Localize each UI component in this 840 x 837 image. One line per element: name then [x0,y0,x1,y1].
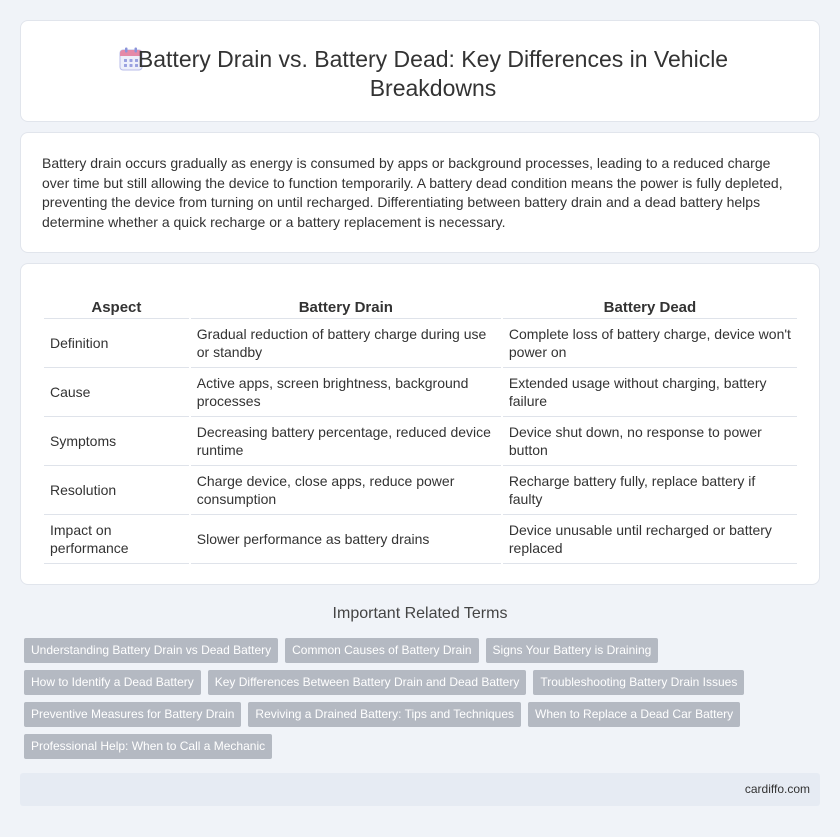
table-cell: Decreasing battery percentage, reduced device runtime [191,417,501,466]
related-term-tag[interactable]: Signs Your Battery is Draining [486,638,659,663]
related-term-tag[interactable]: Preventive Measures for Battery Drain [24,702,241,727]
column-header-aspect: Aspect [44,296,189,319]
comparison-card [20,263,820,585]
related-term-tag[interactable]: Understanding Battery Drain vs Dead Battery [24,638,278,663]
related-terms-heading: Important Related Terms [332,605,508,622]
table-cell: Resolution [44,466,189,515]
related-term-tag[interactable]: Reviving a Drained Battery: Tips and Techniques [248,702,521,727]
table-cell: Gradual reduction of battery charge during use or standby [191,319,501,368]
table-header-row [44,296,797,319]
header-card [20,20,820,122]
related-terms-list [24,638,824,766]
table-row [44,368,797,417]
table-cell: Charge device, close apps, reduce power consumption [191,466,501,515]
table-row [44,319,797,368]
summary-text: Battery drain occurs gradually as energy is consumed by apps or background processes, leading to a reduced charge over time but still allowing the device to function temporarily. A battery dead condition means the power is fully depleted, preventing the device from turning on until recharged. Differentiating between battery drain and a dead battery helps determine whether a quick recharge or a battery replacement is necessary. [42,155,783,230]
table-cell: Slower performance as battery drains [191,515,501,564]
table-cell: Cause [44,368,189,417]
column-header-battery-dead: Battery Dead [503,296,797,319]
footer [20,773,820,806]
table-cell: Device unusable until recharged or battery replaced [503,515,797,564]
related-term-tag[interactable]: Troubleshooting Battery Drain Issues [533,670,744,695]
table-row [44,515,797,564]
table-cell: Impact on performance [44,515,189,564]
footer-site-link[interactable]: cardiffo.com [744,782,810,796]
related-term-tag[interactable]: Common Causes of Battery Drain [285,638,478,663]
table-cell: Recharge battery fully, replace battery if faulty [503,466,797,515]
table-cell: Complete loss of battery charge, device won't power on [503,319,797,368]
comparison-table [42,296,799,564]
page-title: Battery Drain vs. Battery Dead: Key Differences in Vehicle Breakdowns [137,46,729,101]
table-cell: Active apps, screen brightness, background processes [191,368,501,417]
table-row [44,466,797,515]
related-term-tag[interactable]: Professional Help: When to Call a Mechanic [24,734,272,759]
table-cell: Extended usage without charging, battery failure [503,368,797,417]
table-cell: Definition [44,319,189,368]
related-term-tag[interactable]: Key Differences Between Battery Drain and Dead Battery [208,670,527,695]
related-term-tag[interactable]: How to Identify a Dead Battery [24,670,201,695]
table-cell: Device shut down, no response to power button [503,417,797,466]
table-cell: Symptoms [44,417,189,466]
column-header-battery-drain: Battery Drain [191,296,501,319]
table-row [44,417,797,466]
summary-card [20,132,820,253]
related-term-tag[interactable]: When to Replace a Dead Car Battery [528,702,740,727]
